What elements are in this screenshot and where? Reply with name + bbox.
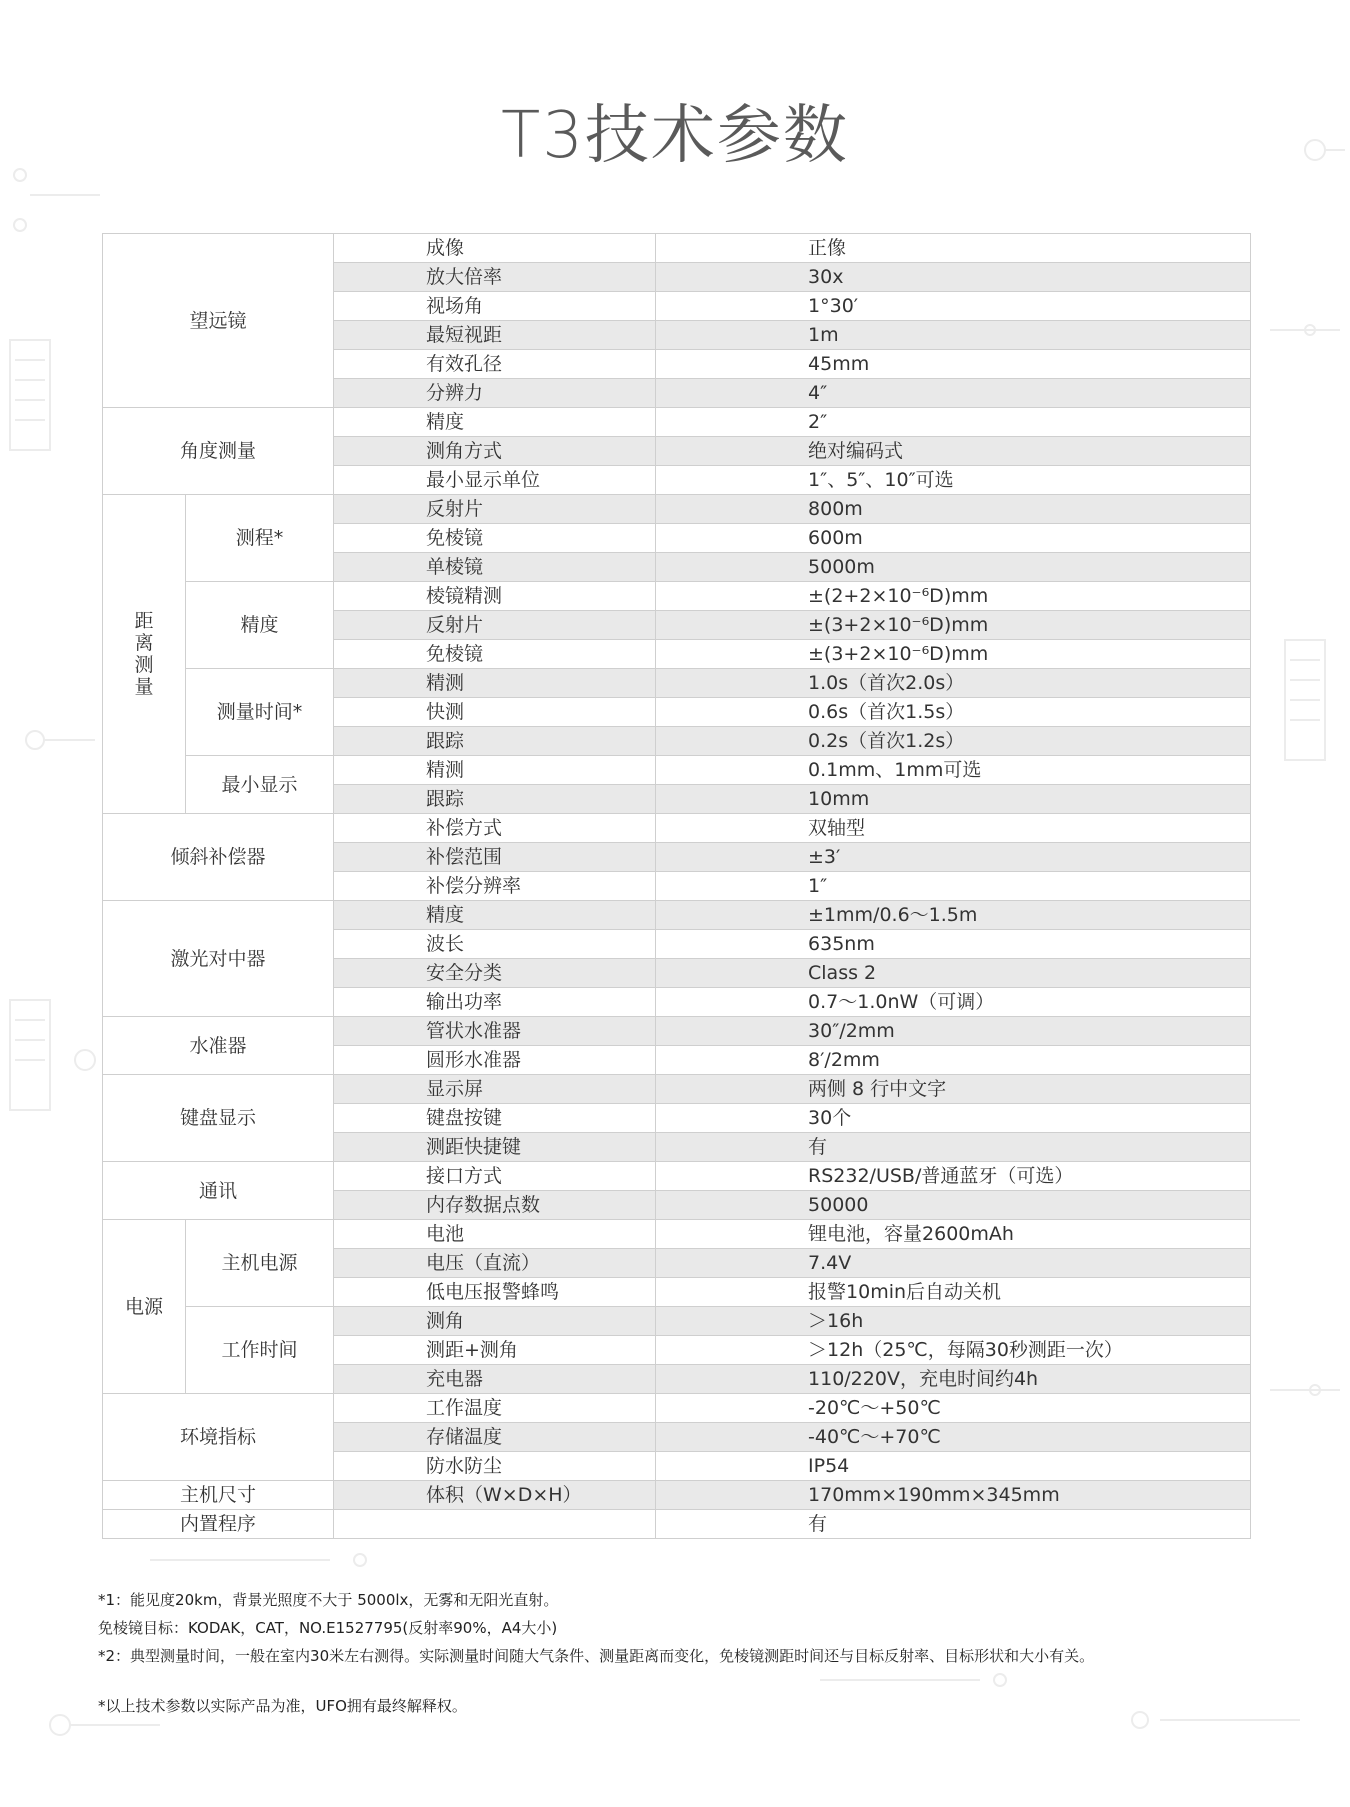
item-value: -20℃～+50℃ bbox=[656, 1394, 1251, 1423]
item-label: 波长 bbox=[334, 930, 656, 959]
item-value: 0.1mm、1mm可选 bbox=[656, 756, 1251, 785]
item-value: 1.0s（首次2.0s） bbox=[656, 669, 1251, 698]
item-value: 7.4V bbox=[656, 1249, 1251, 1278]
item-value: 两侧 8 行中文字 bbox=[656, 1075, 1251, 1104]
item-value: 170mm×190mm×345mm bbox=[656, 1481, 1251, 1510]
item-label: 视场角 bbox=[334, 292, 656, 321]
item-label: 测距+测角 bbox=[334, 1336, 656, 1365]
item-label: 快测 bbox=[334, 698, 656, 727]
item-label: 反射片 bbox=[334, 495, 656, 524]
item-value: 1″ bbox=[656, 872, 1251, 901]
group-label-distance bbox=[103, 495, 186, 814]
item-value: ＞12h（25℃，每隔30秒测距一次） bbox=[656, 1336, 1251, 1365]
item-label: 键盘按键 bbox=[334, 1104, 656, 1133]
item-label: 成像 bbox=[334, 234, 656, 263]
item-value: 4″ bbox=[656, 379, 1251, 408]
table-row bbox=[103, 582, 1251, 611]
item-label: 最短视距 bbox=[334, 321, 656, 350]
spec-table bbox=[102, 233, 1251, 1539]
subgroup-label-accuracy: 精度 bbox=[186, 582, 334, 669]
group-label-laser-plummet: 激光对中器 bbox=[103, 901, 334, 1017]
table-row bbox=[103, 1017, 1251, 1046]
group-label-environment: 环境指标 bbox=[103, 1394, 334, 1481]
table-row bbox=[103, 495, 1251, 524]
table-row bbox=[103, 814, 1251, 843]
group-label-compensator: 倾斜补偿器 bbox=[103, 814, 334, 901]
item-label: 显示屏 bbox=[334, 1075, 656, 1104]
item-value: 800m bbox=[656, 495, 1251, 524]
table-row bbox=[103, 1481, 1251, 1510]
distance-vertical-label: 距离测量 bbox=[134, 610, 154, 698]
item-label: 跟踪 bbox=[334, 785, 656, 814]
item-label: 工作温度 bbox=[334, 1394, 656, 1423]
item-value: 50000 bbox=[656, 1191, 1251, 1220]
item-value: 635nm bbox=[656, 930, 1251, 959]
item-label: 最小显示单位 bbox=[334, 466, 656, 495]
table-row bbox=[103, 1307, 1251, 1336]
group-label-dimensions: 主机尺寸 bbox=[103, 1481, 334, 1510]
item-value: 10mm bbox=[656, 785, 1251, 814]
item-value: 报警10min后自动关机 bbox=[656, 1278, 1251, 1307]
group-label-communication: 通讯 bbox=[103, 1162, 334, 1220]
footnotes bbox=[98, 1586, 1298, 1720]
item-label: 精测 bbox=[334, 669, 656, 698]
footnote-2: *2：典型测量时间，一般在室内30米左右测得。实际测量时间随大气条件、测量距离而变化，免棱镜测距时间还与目标反射率、目标形状和大小有关。 bbox=[98, 1647, 1095, 1665]
item-value: 绝对编码式 bbox=[656, 437, 1251, 466]
item-value: 1°30′ bbox=[656, 292, 1251, 321]
item-value: 30x bbox=[656, 263, 1251, 292]
item-label: 输出功率 bbox=[334, 988, 656, 1017]
item-label: 单棱镜 bbox=[334, 553, 656, 582]
item-label: 棱镜精测 bbox=[334, 582, 656, 611]
item-value: 45mm bbox=[656, 350, 1251, 379]
item-value: 5000m bbox=[656, 553, 1251, 582]
item-value: RS232/USB/普通蓝牙（可选） bbox=[656, 1162, 1251, 1191]
item-label: 体积（W×D×H） bbox=[334, 1481, 656, 1510]
item-label: 跟踪 bbox=[334, 727, 656, 756]
item-label: 补偿分辨率 bbox=[334, 872, 656, 901]
group-label-telescope: 望远镜 bbox=[103, 234, 334, 408]
item-value: 0.2s（首次1.2s） bbox=[656, 727, 1251, 756]
item-label: 低电压报警蜂鸣 bbox=[334, 1278, 656, 1307]
item-value: ±3′ bbox=[656, 843, 1251, 872]
table-row bbox=[103, 901, 1251, 930]
item-label: 管状水准器 bbox=[334, 1017, 656, 1046]
item-label: 电压（直流） bbox=[334, 1249, 656, 1278]
item-label: 充电器 bbox=[334, 1365, 656, 1394]
item-value: IP54 bbox=[656, 1452, 1251, 1481]
footnote-target: 免棱镜目标：KODAK，CAT，NO.E1527795(反射率90%，A4大小) bbox=[98, 1619, 558, 1637]
disclaimer: *以上技术参数以实际产品为准，UFO拥有最终解释权。 bbox=[98, 1697, 467, 1715]
table-row bbox=[103, 756, 1251, 785]
item-label: 免棱镜 bbox=[334, 640, 656, 669]
item-value: 正像 bbox=[656, 234, 1251, 263]
table-row bbox=[103, 1510, 1251, 1539]
item-label bbox=[334, 1510, 656, 1539]
subgroup-label-min-display: 最小显示 bbox=[186, 756, 334, 814]
item-label: 精度 bbox=[334, 408, 656, 437]
item-label: 测角方式 bbox=[334, 437, 656, 466]
item-label: 内存数据点数 bbox=[334, 1191, 656, 1220]
table-row bbox=[103, 1075, 1251, 1104]
item-value: 30个 bbox=[656, 1104, 1251, 1133]
item-label: 补偿方式 bbox=[334, 814, 656, 843]
item-label: 精度 bbox=[334, 901, 656, 930]
subgroup-label-time: 测量时间* bbox=[186, 669, 334, 756]
item-label: 补偿范围 bbox=[334, 843, 656, 872]
table-row bbox=[103, 669, 1251, 698]
item-value: Class 2 bbox=[656, 959, 1251, 988]
group-label-keyboard-display: 键盘显示 bbox=[103, 1075, 334, 1162]
item-label: 测距快捷键 bbox=[334, 1133, 656, 1162]
page-title: T3技术参数 bbox=[501, 99, 849, 173]
table-row bbox=[103, 234, 1251, 263]
item-label: 电池 bbox=[334, 1220, 656, 1249]
item-value: -40℃～+70℃ bbox=[656, 1423, 1251, 1452]
subgroup-label-main-power: 主机电源 bbox=[186, 1220, 334, 1307]
item-value: 有 bbox=[656, 1133, 1251, 1162]
item-label: 分辨力 bbox=[334, 379, 656, 408]
item-value: 0.7～1.0nW（可调） bbox=[656, 988, 1251, 1017]
footnote-1: *1：能见度20km，背景光照度不大于 5000lx，无雾和无阳光直射。 bbox=[98, 1591, 559, 1609]
item-label: 接口方式 bbox=[334, 1162, 656, 1191]
item-value: ±(3+2×10⁻⁶D)mm bbox=[656, 611, 1251, 640]
item-value: 双轴型 bbox=[656, 814, 1251, 843]
item-value: ＞16h bbox=[656, 1307, 1251, 1336]
group-label-power: 电源 bbox=[103, 1220, 186, 1394]
subgroup-label-range: 测程* bbox=[186, 495, 334, 582]
item-label: 免棱镜 bbox=[334, 524, 656, 553]
item-value: 30″/2mm bbox=[656, 1017, 1251, 1046]
item-label: 安全分类 bbox=[334, 959, 656, 988]
group-label-built-in-program: 内置程序 bbox=[103, 1510, 334, 1539]
table-row bbox=[103, 1394, 1251, 1423]
item-value: 有 bbox=[656, 1510, 1251, 1539]
item-value: 0.6s（首次1.5s） bbox=[656, 698, 1251, 727]
item-label: 有效孔径 bbox=[334, 350, 656, 379]
table-row bbox=[103, 1162, 1251, 1191]
item-value: 2″ bbox=[656, 408, 1251, 437]
item-value: 1m bbox=[656, 321, 1251, 350]
group-label-angle: 角度测量 bbox=[103, 408, 334, 495]
subgroup-label-working-time: 工作时间 bbox=[186, 1307, 334, 1394]
item-value: 600m bbox=[656, 524, 1251, 553]
table-row bbox=[103, 1220, 1251, 1249]
item-label: 测角 bbox=[334, 1307, 656, 1336]
item-label: 防水防尘 bbox=[334, 1452, 656, 1481]
item-value: 110/220V，充电时间约4h bbox=[656, 1365, 1251, 1394]
item-value: ±1mm/0.6～1.5m bbox=[656, 901, 1251, 930]
item-value: ±(2+2×10⁻⁶D)mm bbox=[656, 582, 1251, 611]
item-label: 圆形水准器 bbox=[334, 1046, 656, 1075]
table-row bbox=[103, 408, 1251, 437]
group-label-level-vial: 水准器 bbox=[103, 1017, 334, 1075]
item-label: 精测 bbox=[334, 756, 656, 785]
item-label: 放大倍率 bbox=[334, 263, 656, 292]
item-label: 存储温度 bbox=[334, 1423, 656, 1452]
item-value: 锂电池，容量2600mAh bbox=[656, 1220, 1251, 1249]
item-label: 反射片 bbox=[334, 611, 656, 640]
item-value: 1″、5″、10″可选 bbox=[656, 466, 1251, 495]
item-value: ±(3+2×10⁻⁶D)mm bbox=[656, 640, 1251, 669]
item-value: 8′/2mm bbox=[656, 1046, 1251, 1075]
